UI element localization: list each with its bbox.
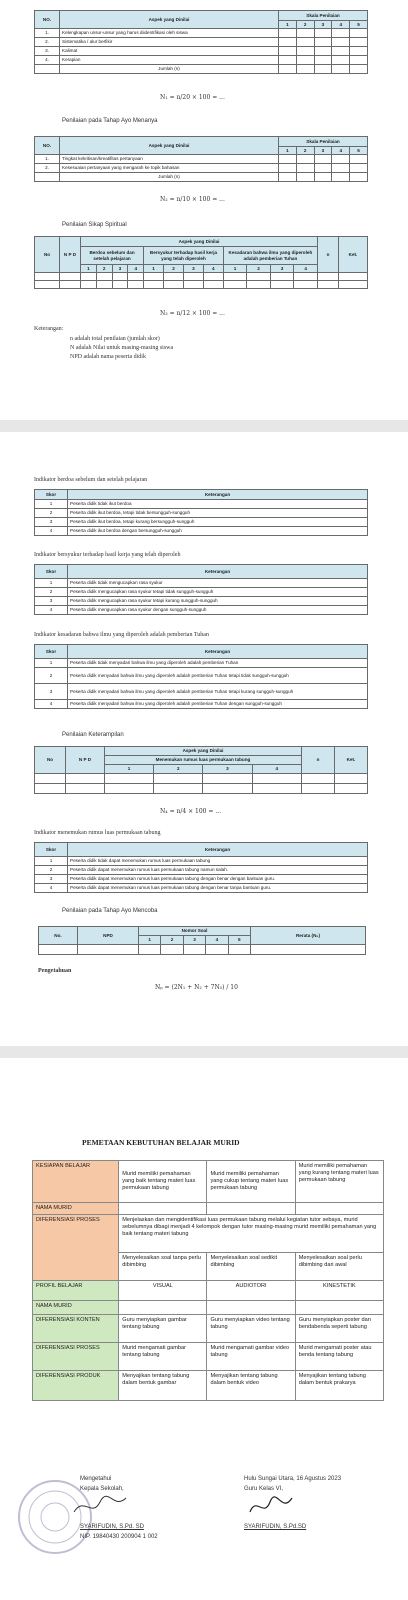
table-row: 1. Kelengkapan unsur-unsur yang harus diidentifikasi oleh siswa — [35, 29, 368, 38]
indikator-rumus-caption: Indikator menemukan rumus luas permukaan tabung — [34, 830, 161, 836]
scale-5: 5 — [350, 21, 368, 29]
keterangan-line-2: N adalah Nilai untuk masing-masing siswa — [70, 345, 174, 351]
mencoba-caption: Penilaian pada Tahap Ayo Mencoba — [62, 908, 158, 914]
menanya-table: NO. Aspek yang Dinilai Skala Penilaian 1 2 3 4 5 1. Tingkat kekritisan/kreatifitas pertanyaan 2. Kesesuaian pertanyaan yang mengarah ke topik bahasan Jumlah (n) — [34, 136, 368, 182]
pemetaan-title: PEMETAAN KEBUTUHAN BELAJAR MURID — [82, 1138, 240, 1147]
jumlah-label: Jumlah (n) — [60, 65, 279, 74]
col-aspek: Aspek yang Dinilai — [60, 11, 279, 29]
indikator-kesadaran-caption: Indikator kesadaran bahwa ilmu yang diperoleh adalah pemberian Tuhan — [34, 632, 209, 638]
table-row: 1 Peserta didik tidak mengucapkan rasa syukur — [35, 579, 368, 588]
indikator-bersyukur-table: Skor Keterangan 1 Peserta didik tidak mengucapkan rasa syukur 2 Peserta didik mengucapkan rasa syukur tetapi tidak sungguh-sungguh 3 Peserta didik mengucapkan rasa syukur tetapi kurang sungguh-sungguh 4 Peserta didik mengucapkan rasa syukur dengan sungguh-sungguh — [34, 564, 368, 615]
indikator-bersyukur-caption: Indikator bersyukur terhadap hasil kerja yang telah diperoleh — [34, 552, 181, 558]
table-row: 3 Peserta didik mengucapkan rasa syukur tetapi kurang sungguh-sungguh — [35, 597, 368, 606]
spiritual-caption: Penilaian Sikap Spiritual — [62, 222, 127, 228]
sig-place-date: Hulu Sungai Utara, 16 Agustus 2023 — [244, 1476, 342, 1482]
formula-n3: N₃ = n/12 × 100 = ... — [160, 310, 225, 317]
signature-right — [246, 1492, 296, 1522]
keterangan-line-1: n adalah total penilaian (jumlah skor) — [70, 336, 160, 342]
table-row: 2 Peserta didik mengucapkan rasa syukur tetapi tidak sungguh-sungguh — [35, 588, 368, 597]
table-row: 1 Peserta didik tidak menyadari bahwa ilmu yang diperoleh adalah pemberian Tuhan — [35, 659, 368, 668]
row-label: KESIAPAN BELAJAR — [33, 1161, 119, 1203]
table-row: 1 Peserta didik tidak dapat menemukan rumus luas permukaan tabung — [35, 857, 368, 866]
formula-n2: N₂ = n/10 × 100 = ... — [160, 196, 225, 203]
indikator-kesadaran-table: Skor Keterangan 1 Peserta didik tidak menyadari bahwa ilmu yang diperoleh adalah pemberian Tuhan 2 Peserta didik menyadari bahwa ilmu yang diperoleh adalah pemberian Tuhan tetapi tidak sungguh-sungguh 3 Peserta didik menyadari bahwa ilmu yang diperoleh adalah pemberian Tuhan tetapi kurang sungguh-sungguh 4 Peserta didik menyadari bahwa ilmu yang diperoleh adalah pemberian Tuhan dengan sungguh-sungguh — [34, 644, 368, 709]
col-no: NO. — [35, 11, 60, 29]
table-row: 1. Tingkat kekritisan/kreatifitas pertanyaan — [35, 155, 368, 164]
formula-n1: N₁ = n/20 × 100 = ... — [160, 94, 225, 101]
indikator-berdoa-table: Skor Keterangan 1 Peserta didik tidak ikut berdoa 2 Peserta didik ikut berdoa, tetapi tidak bersungguh-sungguh 3 Peserta didik ikut berdoa, tetapi kurang bersungguh-sungguh 4 Peserta didik ikut berdoa dengan bersungguh-sungguh — [34, 489, 368, 536]
signature-left — [70, 1490, 130, 1520]
formula-np: Nₚ = (2N₁ + N₂ + 7N₅) / 10 — [155, 984, 238, 991]
col-skala: Skala Penilaian — [279, 11, 368, 21]
sig-kepala-sekolah: Kepala Sekolah, — [80, 1486, 124, 1492]
spiritual-table: No N P D Aspek yang Dinilai n Ket. Berdoa sebelum dan setelah pelajaran Bersyukur terhadap hasil kerja yang telah diperoleh Kesadaran bahwa ilmu yang diperoleh adalah pemberian Tuhan 1 2 3 4 1 2 3 4 1 2 3 4 — [34, 236, 368, 289]
scale-4: 4 — [332, 21, 350, 29]
menanya-caption: Penilaian pada Tahap Ayo Menanya — [62, 118, 158, 124]
sig-left-name: SYARIFUDIN, S.Pd. SD — [80, 1524, 144, 1530]
table-row: 2 Peserta didik dapat menemukan rumus luas permukaan tabung namun salah. — [35, 866, 368, 875]
sig-right-name: SYARIFUDIN, S.Pd.SD — [244, 1524, 307, 1530]
table-row: 3. Kalimat — [35, 47, 368, 56]
sig-left-nip: NIP. 19840430 200904 1 002 — [80, 1534, 158, 1540]
pemetaan-table: KESIAPAN BELAJAR Murid memiliki pemahaman yang baik tentang materi luas permukaan tabung Murid memiliki pemahaman yang cukup tentang materi luas permukaan tabung Murid memiliki pemahaman yang kurang tentang materi luas permukaan tabung NAMA MURID DIFERENSIASI PROSES Menjelaskan dan mengidentifikasi luas permukaan tabung melalui kegiatan tutor sebaya, murid sebelumnya dibagi menjadi 4 kelompok dengan tutor masing-masing murid memiliki pemahaman yang baik tentang materi tabung Menyelesaikan soal tanpa perlu dibimbing Menyelesaikan soal sedikit dibimbing Menyelesaikan soal perlu dibimbing dari awal PROFIL BELAJAR VISUAL AUDIOTORI KINESTETIK NAMA MURID DIFERENSIASI KONTEN Guru menyiapkan gambar tentang tabung Guru menyiapkan video tentang tabung Guru menyiapkan poster dan bendabenda seperti tabung DIFERENSIASI PROSES Murid mengamati gambar tentang tabung Murid mengamati gambar video tabung Murid mengamati poster atau benda tentang tabung DIFERENSIASI PRODUK Menyajikan tentang tabung dalam bentuk gambar Menyajikan tentang tabung dalam bentuk video Menyajikan tentang tabung dalam bentuk prakarya — [32, 1160, 384, 1401]
mencoba-table: No. NPD Nomor Soal Rerata (N₅) 1 2 3 4 5 — [38, 926, 366, 955]
table-row: 2 Peserta didik ikut berdoa, tetapi tidak bersungguh-sungguh — [35, 509, 368, 518]
formula-n4: N₄ = n/4 × 100 = ... — [160, 808, 222, 815]
table-row: 3 Peserta didik ikut berdoa, tetapi kurang bersungguh-sungguh — [35, 518, 368, 527]
table-row: 2. Sistematika / alur berfikir — [35, 38, 368, 47]
keterampilan-table: No N P D Aspek yang Dinilai n Ket. Menemukan rumus luas permukaan tabung 1 2 3 4 — [34, 746, 368, 794]
pengetahuan-label: Pengetahuan — [38, 968, 72, 974]
table-row: 4 Peserta didik ikut berdoa dengan bersungguh-sungguh — [35, 527, 368, 536]
sig-mengetahui: Mengetahui — [80, 1476, 112, 1482]
keterangan-label: Keterangan: — [34, 326, 64, 332]
table-row: 3 Peserta didik menyadari bahwa ilmu yang diperoleh adalah pemberian Tuhan tetapi kurang sungguh-sungguh — [35, 684, 368, 700]
table-row: 1 Peserta didik tidak ikut berdoa — [35, 500, 368, 509]
page-gap — [0, 420, 408, 432]
penugasan-table — [34, 10, 368, 74]
table-row: 2. Kesesuaian pertanyaan yang mengarah ke topik bahasan — [35, 164, 368, 173]
scale-2: 2 — [296, 21, 314, 29]
indikator-berdoa-caption: Indikator berdoa sebelum dan setelah pelajaran — [34, 477, 148, 483]
page-gap — [0, 1046, 408, 1058]
table-row: 4 Peserta didik menyadari bahwa ilmu yang diperoleh adalah pemberian Tuhan dengan sungguh-sungguh — [35, 700, 368, 709]
indikator-rumus-table: Skor Keterangan 1 Peserta didik tidak dapat menemukan rumus luas permukaan tabung 2 Peserta didik dapat menemukan rumus luas permukaan tabung namun salah. 3 Peserta didik dapat menemukan rumus luas permukaan tabung dengan benar dengan bantuan guru. 4 Peserta didik dapat menemukan rumus luas permukaan tabung dengan benar tanpa bantuan guru. — [34, 842, 368, 893]
table-row: 3 Peserta didik dapat menemukan rumus luas permukaan tabung dengan benar dengan bantuan guru. — [35, 875, 368, 884]
scale-3: 3 — [314, 21, 332, 29]
table-row: 4 Peserta didik dapat menemukan rumus luas permukaan tabung dengan benar tanpa bantuan guru. — [35, 884, 368, 893]
keterampilan-caption: Penilaian Keterampilan — [62, 732, 124, 738]
table-row: 2 Peserta didik menyadari bahwa ilmu yang diperoleh adalah pemberian Tuhan tetapi tidak sungguh-sungguh — [35, 668, 368, 684]
table-row: 4. Kerapian — [35, 56, 368, 65]
table-row: 4 Peserta didik mengucapkan rasa syukur dengan sungguh-sungguh — [35, 606, 368, 615]
keterangan-line-3: NPD adalah nama peserta didik — [70, 354, 146, 360]
sig-guru-kelas: Guru Kelas VI, — [244, 1486, 284, 1492]
scale-1: 1 — [279, 21, 297, 29]
